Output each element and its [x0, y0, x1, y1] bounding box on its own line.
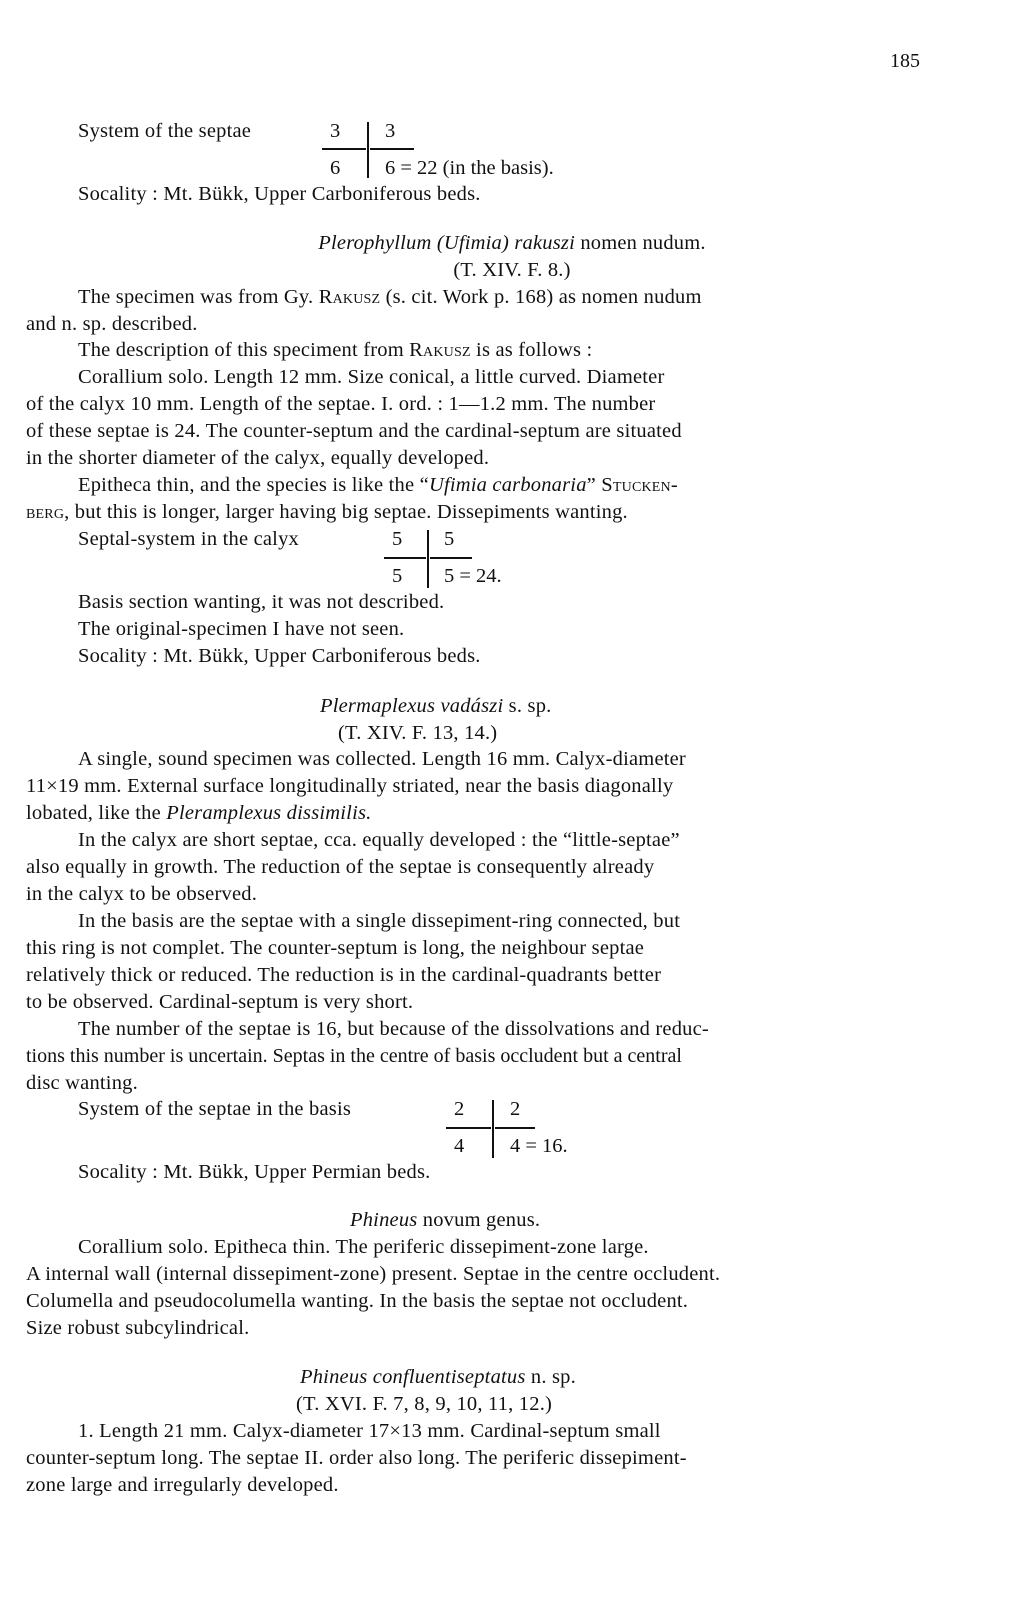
text-line: [78, 472, 978, 498]
species-heading: [320, 693, 1024, 719]
formula-divider-horizontal: [322, 148, 366, 150]
formula-bottom-right: 4 = 16.: [510, 1135, 568, 1157]
species-heading: [300, 1364, 1024, 1390]
text-line: Corallium solo. Epitheca thin. The periferic dissepiment-zone large.: [78, 1236, 649, 1258]
text-line: [26, 499, 926, 525]
text-line: also equally in growth. The reduction of the septae is consequently already: [26, 856, 655, 878]
text-span: , but this is longer, larger having big septae. Dissepiments wanting.: [64, 501, 628, 523]
plate-reference: (T. XIV. F. 8.): [453, 259, 571, 281]
author-name: Stucken-: [601, 474, 678, 496]
plate-reference: (T. XIV. F. 13, 14.): [338, 722, 498, 744]
text-span: The specimen was from Gy.: [78, 286, 319, 308]
formula-divider-vertical: [367, 122, 369, 178]
locality-line: Socality : Mt. Bükk, Upper Permian beds.: [78, 1161, 431, 1183]
text-line: in the shorter diameter of the calyx, equally developed.: [26, 447, 490, 469]
text-span: is as follows :: [470, 339, 593, 361]
page-number: 185: [890, 50, 920, 72]
formula-top-left: 2: [454, 1098, 465, 1120]
text-line: to be observed. Cardinal-septum is very short.: [26, 991, 414, 1013]
text-span: Epitheca thin, and the species is like the “: [78, 474, 429, 496]
formula-top-right: 5: [444, 528, 455, 550]
text-line: [78, 337, 978, 363]
text-line: In the calyx are short septae, cca. equally developed : the “little-septae”: [78, 829, 680, 851]
text-span: (s. cit. Work p. 168) as nomen nudum: [380, 286, 702, 308]
septae-system-label: System of the septae: [78, 120, 252, 142]
text-line: The number of the septae is 16, but because of the dissolvations and reduc-: [78, 1018, 709, 1040]
locality-line: Socality : Mt. Bükk, Upper Carboniferous beds.: [78, 645, 481, 667]
formula-bottom-right: 5 = 24.: [444, 565, 502, 587]
formula-top-right: 2: [510, 1098, 521, 1120]
formula-divider-horizontal: [384, 557, 426, 559]
plate-reference: (T. XVI. F. 7, 8, 9, 10, 11, 12.): [296, 1393, 553, 1415]
text-line: [26, 800, 926, 826]
text-line: this ring is not complet. The counter-septum is long, the neighbour septae: [26, 937, 645, 959]
formula-divider-vertical: [492, 1100, 494, 1158]
text-line: 11×19 mm. External surface longitudinally striated, near the basis diagonally: [26, 775, 674, 797]
text-line: Size robust subcylindrical.: [26, 1317, 250, 1339]
species-name: Pleramplexus dissimilis.: [166, 802, 372, 824]
author-name: Rakusz: [318, 286, 381, 308]
formula-divider-horizontal: [370, 148, 414, 150]
text-line: 1. Length 21 mm. Calyx-diameter 17×13 mm. Cardinal-septum small: [78, 1420, 661, 1442]
text-line: Columella and pseudocolumella wanting. In the basis the septae not occludent.: [26, 1290, 689, 1312]
formula-bottom-left: 4: [454, 1135, 465, 1157]
formula-top-right: 3: [385, 120, 396, 142]
text-span: lobated, like the: [26, 802, 167, 824]
species-name: Plerophyllum (Ufimia) rakuszi: [318, 232, 575, 254]
text-line: [78, 284, 978, 310]
genus-name: Phineus: [350, 1209, 418, 1231]
text-line: disc wanting.: [26, 1072, 138, 1094]
text-line: The original-specimen I have not seen.: [78, 618, 405, 640]
text-line: relatively thick or reduced. The reduction is in the cardinal-quadrants better: [26, 964, 662, 986]
text-span: The description of this speciment from: [78, 339, 410, 361]
septae-system-label: System of the septae in the basis: [78, 1098, 352, 1120]
locality-line: Socality : Mt. Bükk, Upper Carboniferous beds.: [78, 183, 481, 205]
genus-heading: [350, 1207, 1024, 1233]
septal-system-label: Septal-system in the calyx: [78, 528, 299, 550]
text-line: and n. sp. described.: [26, 313, 198, 335]
text-line: Basis section wanting, it was not described.: [78, 591, 445, 613]
formula-bottom-left: 5: [392, 565, 403, 587]
formula-divider-horizontal: [495, 1127, 535, 1129]
species-name: Phineus confluentiseptatus: [300, 1366, 526, 1388]
formula-top-left: 3: [330, 120, 341, 142]
genus-status: novum genus.: [417, 1209, 541, 1231]
text-line: zone large and irregularly developed.: [26, 1474, 339, 1496]
species-name: Ufimia carbonaria: [428, 474, 587, 496]
formula-bottom-left: 6: [330, 157, 341, 179]
text-line: counter-septum long. The septae II. order also long. The periferic dissepiment-: [26, 1447, 687, 1469]
text-line: of these septae is 24. The counter-septum and the cardinal-septum are situated: [26, 420, 682, 442]
formula-divider-horizontal: [430, 557, 472, 559]
text-line: in the calyx to be observed.: [26, 883, 258, 905]
species-status: nomen nudum.: [575, 232, 706, 254]
text-line: tions this number is uncertain. Septas in the centre of basis occludent but a central: [26, 1045, 682, 1067]
formula-divider-horizontal: [446, 1127, 491, 1129]
author-name: berg: [26, 501, 65, 523]
author-name: Rakusz: [409, 339, 471, 361]
text-line: Corallium solo. Length 12 mm. Size conical, a little curved. Diameter: [78, 366, 665, 388]
text-line: of the calyx 10 mm. Length of the septae. I. ord. : 1—1.2 mm. The number: [26, 393, 656, 415]
species-heading: [0, 230, 1024, 256]
text-line: A internal wall (internal dissepiment-zone) present. Septae in the centre occludent.: [26, 1263, 721, 1285]
species-status: s. sp.: [503, 695, 552, 717]
text-line: A single, sound specimen was collected. Length 16 mm. Calyx-diameter: [78, 748, 686, 770]
formula-bottom-right: 6 = 22 (in the basis).: [385, 157, 554, 179]
formula-divider-vertical: [427, 530, 429, 588]
text-span: ”: [586, 474, 602, 496]
text-line: In the basis are the septae with a single dissepiment-ring connected, but: [78, 910, 681, 932]
species-status: n. sp.: [525, 1366, 576, 1388]
species-name: Plermaplexus vadászi: [320, 695, 504, 717]
formula-top-left: 5: [392, 528, 403, 550]
